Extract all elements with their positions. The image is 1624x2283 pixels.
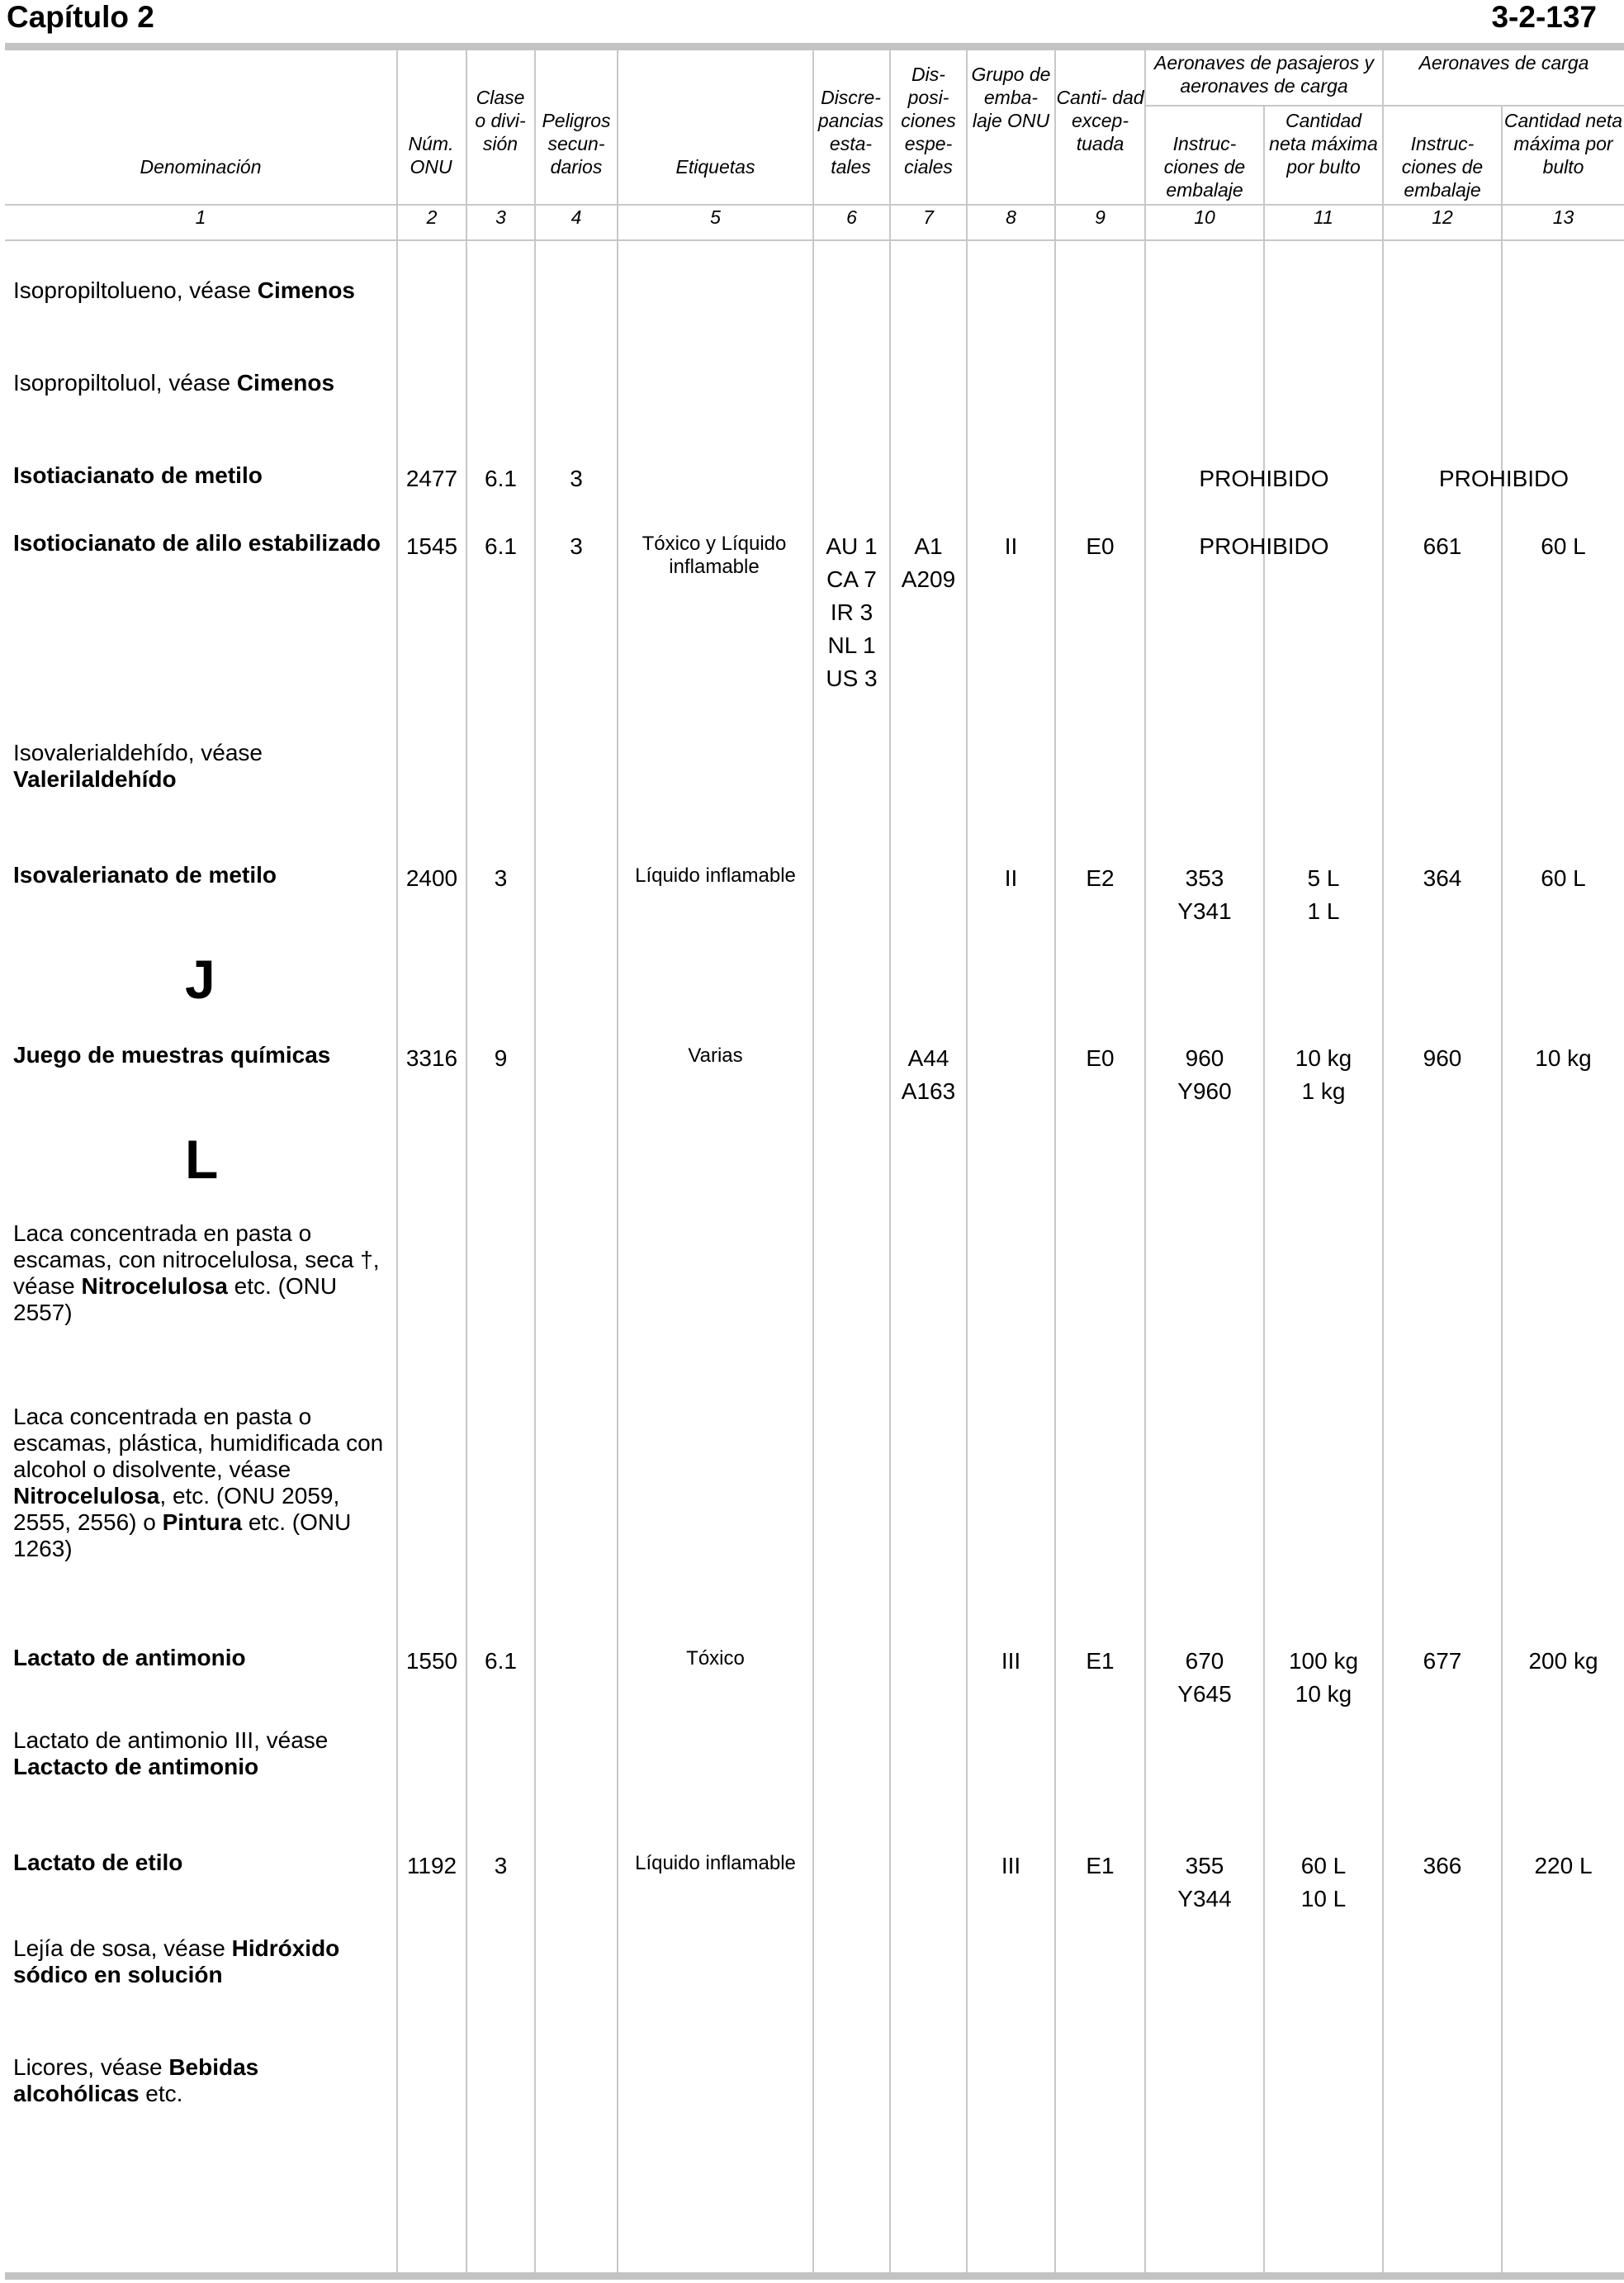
- class: 3: [494, 1853, 508, 1878]
- class: 9: [494, 1045, 508, 1071]
- cargo-quantity: 200 kg: [1528, 1648, 1598, 1674]
- passenger-forbidden: PROHIBIDO: [1199, 533, 1329, 559]
- column-number: 3: [495, 206, 506, 228]
- header-pax-quantity: Cantidad neta máxima por bulto: [1269, 110, 1378, 178]
- packing-group: II: [1004, 865, 1018, 891]
- cargo-instruction: 364: [1423, 865, 1462, 891]
- header-discrepancias: Discre- pancias esta- tales: [817, 87, 884, 178]
- header-group-passenger: Aeronaves de pasajeros y aeronaves de carga: [1154, 52, 1374, 97]
- label: Líquido inflamable: [635, 1852, 796, 1874]
- class: 6.1: [485, 533, 517, 559]
- header-group-cargo: Aeronaves de carga: [1418, 52, 1589, 73]
- special-provisions: A1 A209: [901, 533, 956, 592]
- column-number: 6: [846, 206, 857, 228]
- table-row-name: Lactato de etilo: [13, 1850, 183, 1875]
- table-row-name: Lactato de antimonio III, véase Lactacto de antimonio: [13, 1727, 329, 1779]
- state-variations: AU 1 CA 7 IR 3 NL 1 US 3: [826, 533, 878, 691]
- cargo-forbidden: PROHIBIDO: [1438, 466, 1570, 491]
- header-disposiciones: Dis- posi- ciones espe- ciales: [901, 64, 956, 178]
- column-number: 5: [710, 206, 721, 228]
- table-row-name: Isovalerialdehído, véase Valerilaldehído: [13, 740, 263, 792]
- table-row-name: Laca concentrada en pasta o escamas, con nitrocelulosa, seca †, véase Nitrocelulosa etc. (ONU 2557): [13, 1220, 380, 1325]
- cargo-instruction: 661: [1423, 533, 1462, 559]
- cargo-instruction: 960: [1423, 1045, 1462, 1071]
- cargo-instruction: 366: [1423, 1853, 1462, 1878]
- column-number: 7: [923, 206, 934, 228]
- table-row-name: Isotiacianato de metilo: [13, 462, 263, 488]
- label: Líquido inflamable: [635, 864, 796, 887]
- excepted-quantity: E1: [1086, 1853, 1115, 1878]
- class: 6.1: [485, 466, 517, 491]
- column-number: 11: [1314, 206, 1333, 228]
- table-row-name: Isopropiltolueno, véase Cimenos: [13, 277, 355, 303]
- cargo-instruction: 677: [1423, 1648, 1462, 1674]
- passenger-quantity: 10 kg 1 kg: [1295, 1045, 1352, 1104]
- header-peligros: Peligros secun- darios: [542, 110, 611, 178]
- table-row-name: Juego de muestras químicas: [13, 1042, 331, 1068]
- excepted-quantity: E2: [1086, 865, 1115, 891]
- header-num-onu: Núm. ONU: [408, 133, 454, 178]
- column-number: 9: [1095, 206, 1106, 228]
- chapter-title: Capítulo 2: [7, 0, 154, 34]
- passenger-instruction: 353 Y341: [1177, 865, 1232, 924]
- label: Varias: [688, 1044, 743, 1067]
- column-number: 8: [1006, 206, 1016, 228]
- header-denominacion: Denominación: [140, 156, 262, 178]
- un-number: 1545: [405, 533, 458, 559]
- table-row-name: Isovalerianato de metilo: [13, 862, 277, 888]
- un-number: 1192: [406, 1853, 457, 1878]
- passenger-quantity: 5 L 1 L: [1307, 865, 1340, 924]
- packing-group: III: [1001, 1853, 1021, 1878]
- header-clase: Clase o divi- sión: [475, 87, 526, 154]
- page-number: 3-2-137: [1491, 0, 1597, 34]
- column-number: 4: [571, 206, 582, 228]
- table-row-name: Licores, véase Bebidas alcohólicas etc.: [13, 2054, 259, 2106]
- passenger-instruction: 670 Y645: [1177, 1648, 1232, 1707]
- excepted-quantity: E0: [1086, 533, 1115, 559]
- passenger-instruction: 960 Y960: [1177, 1045, 1232, 1104]
- table-row-name: Laca concentrada en pasta o escamas, plástica, humidificada con alcohol o disolvente, véase Nitrocelulosa, etc. (ONU 2059, 2555, 2556) o Pintura etc. (ONU 1263): [13, 1404, 384, 1561]
- cargo-quantity: 60 L: [1541, 533, 1586, 559]
- table-row-name: Lactato de antimonio: [13, 1645, 246, 1670]
- header-cargo-quantity: Cantidad neta máxima por bulto: [1503, 110, 1623, 178]
- section-letter-j: J: [185, 949, 215, 1010]
- section-letter-l: L: [185, 1129, 219, 1190]
- header-grupo-embalaje: Grupo de emba- laje ONU: [971, 64, 1051, 131]
- class: 6.1: [485, 1648, 517, 1674]
- column-number: 2: [426, 206, 438, 228]
- table-row-name: Lejía de sosa, véase Hidróxido sódico en solución: [13, 1935, 340, 1987]
- special-provisions: A44 A163: [901, 1045, 956, 1104]
- passenger-quantity: 60 L 10 L: [1300, 1853, 1347, 1911]
- un-number: 2477: [405, 466, 458, 491]
- table-row-name: Isopropiltoluol, véase Cimenos: [13, 370, 335, 395]
- column-number: 10: [1194, 206, 1215, 228]
- column-number: 13: [1552, 206, 1574, 228]
- label: Tóxico y Líquido inflamable: [642, 533, 787, 578]
- cargo-quantity: 220 L: [1534, 1853, 1593, 1878]
- un-number: 1550: [405, 1648, 458, 1674]
- bottom-rule: [5, 2272, 1624, 2280]
- passenger-forbidden: PROHIBIDO: [1199, 466, 1329, 491]
- packing-group: II: [1004, 533, 1018, 559]
- class: 3: [494, 865, 508, 891]
- cargo-quantity: 60 L: [1541, 865, 1586, 891]
- cargo-quantity: 10 kg: [1535, 1045, 1592, 1071]
- header-etiquetas: Etiquetas: [675, 156, 755, 178]
- packing-group: III: [1001, 1648, 1021, 1674]
- excepted-quantity: E1: [1086, 1648, 1115, 1674]
- header-cantidad-exceptuada: Canti- dad excep- tuada: [1056, 87, 1144, 154]
- top-rule: [5, 43, 1624, 50]
- excepted-quantity: E0: [1086, 1045, 1115, 1071]
- column-number: 12: [1432, 206, 1453, 228]
- table-row-name: Isotiocianato de alilo estabilizado: [13, 530, 381, 556]
- subsidiary-hazard: 3: [570, 466, 583, 491]
- passenger-quantity: 100 kg 10 kg: [1288, 1648, 1359, 1707]
- column-number: 1: [195, 206, 206, 228]
- passenger-instruction: 355 Y344: [1177, 1853, 1232, 1911]
- header-pax-instructions: Instruc- ciones de embalaje: [1163, 133, 1246, 201]
- un-number: 2400: [405, 865, 458, 891]
- subsidiary-hazard: 3: [570, 533, 583, 559]
- un-number: 3316: [405, 1045, 458, 1071]
- header-cargo-instructions: Instruc- ciones de embalaje: [1401, 133, 1484, 201]
- label: Tóxico: [686, 1647, 745, 1670]
